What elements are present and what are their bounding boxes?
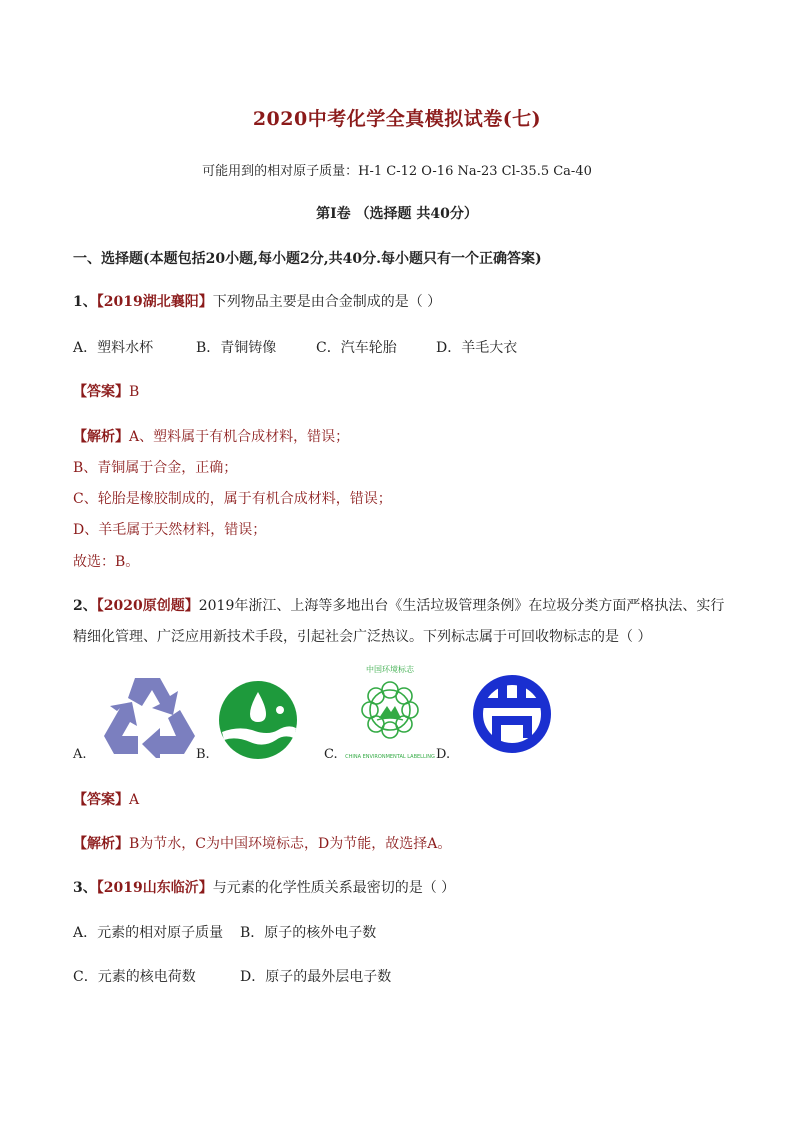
q1-option-b: B．青铜铸像 (196, 340, 277, 356)
q3-option-a: A．元素的相对原子质量 (73, 925, 224, 941)
china-environmental-label-icon (343, 662, 438, 760)
answer-value: B (129, 384, 140, 400)
env-label-en-text: CHINA ENVIRONMENTAL LABELLING (345, 754, 435, 760)
q2-analysis (73, 833, 451, 853)
analysis-text: A、塑料属于有机合成材料，错误； (129, 429, 350, 445)
page-title: 2020中考化学全真模拟试卷(七) (252, 108, 542, 130)
energy-saving-icon (470, 670, 554, 758)
q1-option-a: A．塑料水杯 (73, 340, 154, 356)
q2-option-d-label: D. (436, 747, 451, 762)
answer-value: A (129, 792, 140, 808)
question-source: 【2019湖北襄阳】 (96, 294, 213, 310)
q2-option-a-label: A. (73, 747, 87, 762)
q2-answer (73, 789, 139, 809)
water-saving-icon (218, 680, 298, 760)
analysis-text: B为节水，C为中国环境标志，D为节能，故选择A。 (129, 836, 452, 852)
q1-analysis-line-1 (73, 426, 349, 446)
q1-answer (73, 381, 139, 401)
env-label-cn-text: 中国环境标志 (366, 665, 414, 674)
question-text: 2019年浙江、上海等多地出台《生活垃圾管理条例》在垃圾分类方面严格执法、实行 (198, 598, 725, 614)
question-3-stem (73, 877, 455, 897)
question-source: 【2019山东临沂】 (96, 880, 213, 896)
question-number: 2、 (73, 598, 97, 614)
answer-tag: 【答案】 (73, 792, 129, 808)
question-text: 下列物品主要是由合金制成的是（ ） (212, 294, 442, 310)
q1-option-d: D．羊毛大衣 (436, 340, 518, 356)
q2-option-c-label: C. (324, 747, 338, 762)
answer-tag: 【答案】 (73, 384, 129, 400)
question-text: 与元素的化学性质关系最密切的是（ ） (212, 880, 456, 896)
analysis-tag: 【解析】 (73, 429, 129, 445)
question-number: 1、 (73, 294, 97, 310)
question-2-stem-line-2: 精细化管理、广泛应用新技术手段，引起社会广泛热议。下列标志属于可回收物标志的是（ ） (73, 629, 652, 645)
question-source: 【2020原创题】 (96, 598, 199, 614)
q1-analysis-line-3: C、轮胎是橡胶制成的，属于有机合成材料，错误； (73, 491, 392, 507)
recycle-icon (100, 670, 198, 758)
q3-option-d: D．原子的最外层电子数 (240, 969, 392, 985)
question-1-stem (73, 291, 441, 311)
q3-option-b: B．原子的核外电子数 (240, 925, 377, 941)
volume-heading: 第Ⅰ卷 （选择题 共40分） (316, 206, 478, 222)
q3-option-c: C．元素的核电荷数 (73, 969, 196, 985)
atomic-masses: 可能用到的相对原子质量：H-1 C-12 O-16 Na-23 Cl-35.5 Ca-40 (202, 164, 592, 179)
q2-option-b-label: B. (196, 747, 210, 762)
analysis-tag: 【解析】 (73, 836, 129, 852)
question-2-stem-line-1 (73, 595, 724, 615)
q1-analysis-line-4: D、羊毛属于天然材料，错误； (73, 522, 267, 538)
q1-analysis-line-5: 故选：B。 (73, 554, 140, 570)
q1-analysis-line-2: B、青铜属于合金，正确； (73, 460, 238, 476)
question-number: 3、 (73, 880, 97, 896)
section-heading: 一、选择题(本题包括20小题,每小题2分,共40分.每小题只有一个正确答案) (73, 251, 542, 267)
q1-option-c: C．汽车轮胎 (316, 340, 397, 356)
